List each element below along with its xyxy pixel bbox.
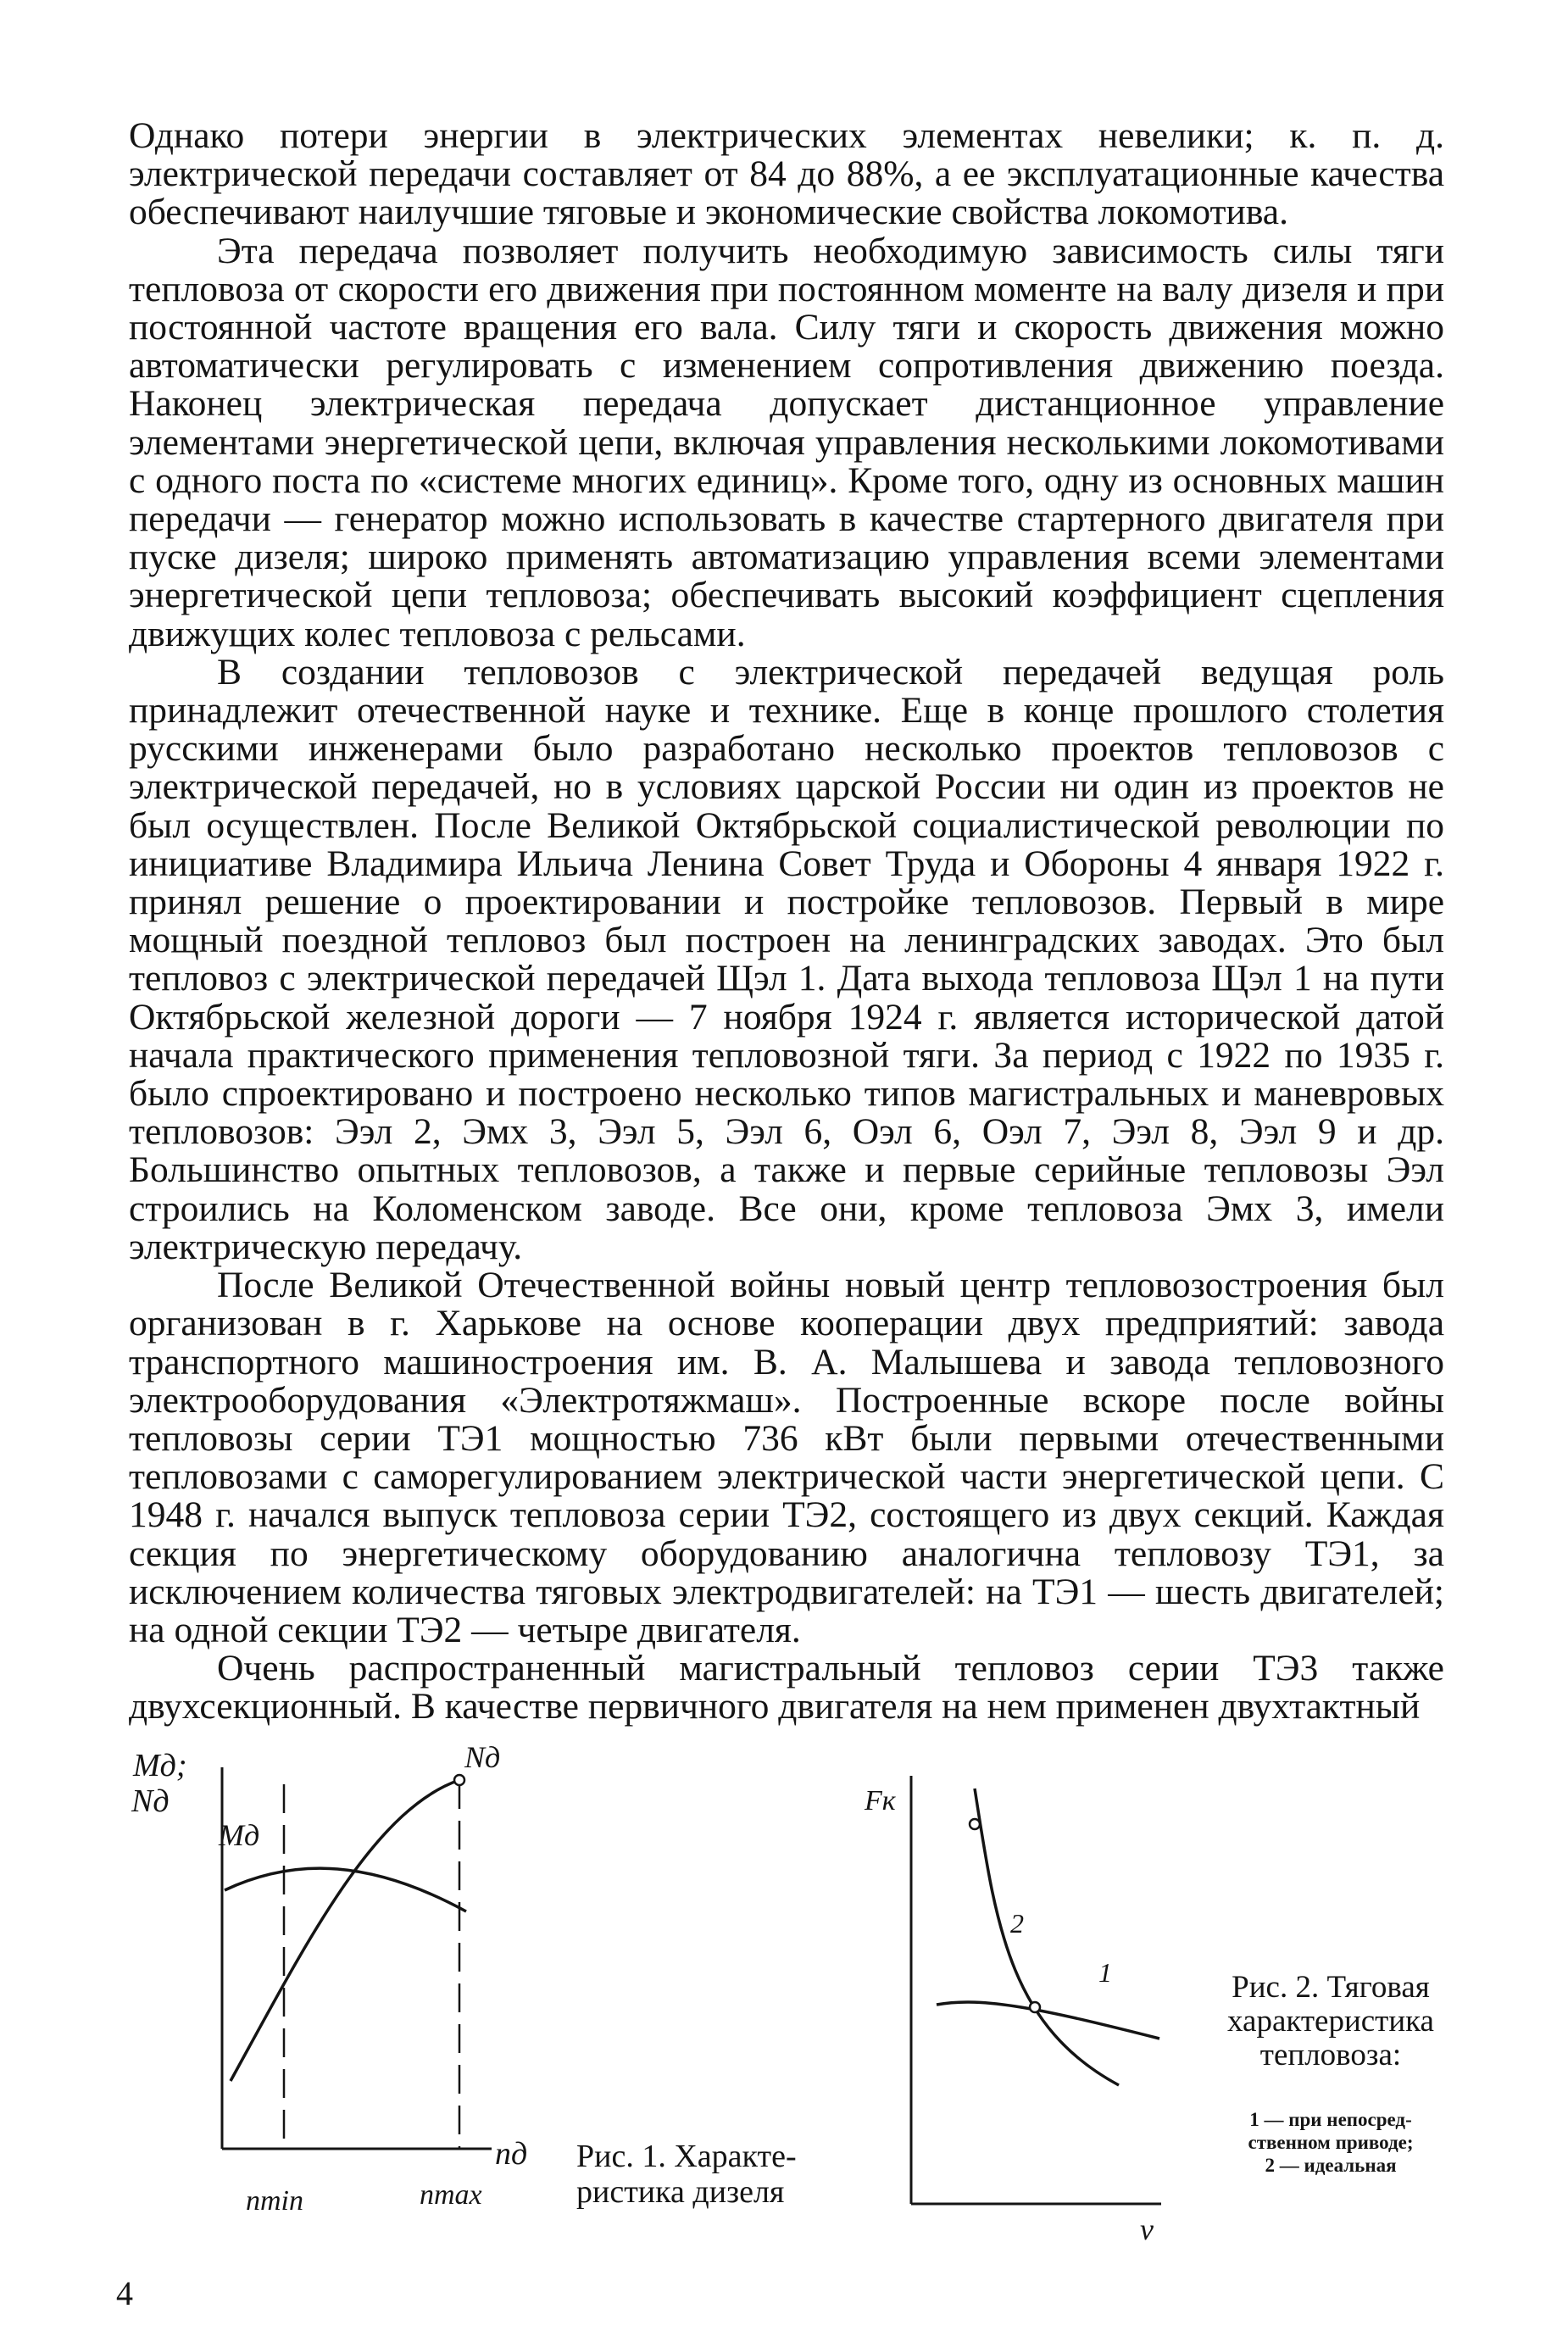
curve-label-2: 2 xyxy=(1010,1908,1024,1939)
caption-line: ристика дизеля xyxy=(576,2174,785,2210)
paragraph: Очень распространенный магистральный тепловоз серии ТЭ3 также двухсекционный. В качестве первичного двигателя на нем применен двухтактный xyxy=(129,1648,1444,1727)
intersection-point xyxy=(1030,2002,1040,2012)
legend-line: ственном приводе; xyxy=(1248,2132,1414,2153)
start-point xyxy=(970,1819,980,1829)
max-point xyxy=(454,1775,464,1785)
caption-line: Рис. 1. Характе- xyxy=(576,2139,797,2174)
caption-line: Рис. 2. Тяговая xyxy=(1232,1970,1430,2005)
figure-2-caption xyxy=(1208,1971,1454,2072)
body-text xyxy=(129,117,1444,1727)
y-axis-label: Fк xyxy=(865,1785,896,1816)
ideal-curve-2 xyxy=(975,1789,1119,2085)
direct-drive-curve-1 xyxy=(937,2002,1159,2039)
caption-line: характеристика xyxy=(1227,2004,1434,2039)
power-curve-nd xyxy=(231,1780,459,2081)
curve-label-1: 1 xyxy=(1098,1957,1112,1988)
figure-1-diesel-characteristic xyxy=(119,1733,559,2225)
paragraph: Эта передача позволяет получить необходимую зависимость силы тяги тепловоза от скорости его движения при постоянном моменте на валу дизеля и при постоянной частоте вращения его вала. Силу тяги и скорость движения можно автоматически регулировать с изменением сопротивления движению поезда. Наконец электрическая передача допускает дистанционное управление элементами энергетической цепи, включая управления несколькими локомотивами с одного поста по «системе многих единиц». Кроме того, одну из основных машин передачи — генератор можно использовать в качестве стартерного двигателя при пуске дизеля; широко применять автоматизацию управления всеми элементами энергетической цепи тепловоза; обеспечивать высокий коэффициент сцепления движущих колес тепловоза с рельсами. xyxy=(129,230,1444,654)
torque-curve-md xyxy=(225,1868,466,1911)
curve-label-nd: Nд xyxy=(464,1740,501,1774)
caption-line: тепловоза: xyxy=(1259,2038,1402,2072)
x-axis-label: nд xyxy=(495,2136,528,2172)
page-number: 4 xyxy=(116,2274,133,2312)
y-axis-label: Mд; xyxy=(133,1748,187,1783)
curve-label-md: Mд xyxy=(219,1818,260,1852)
tick-nmax: nmax xyxy=(420,2179,482,2211)
legend-line: 1 — при непосред- xyxy=(1249,2109,1412,2130)
x-axis-label: v xyxy=(1140,2212,1154,2246)
figure-2-legend xyxy=(1208,2108,1454,2177)
figure-2-traction-characteristic xyxy=(848,1755,1187,2246)
paragraph: Однако потери энергии в электрических элементах невелики; к. п. д. электрической передачи составляет от 84 до 88%, а ее эксплуатационные качества обеспечивают наилучшие тяговые и экономические свойства локомотива. xyxy=(129,115,1444,233)
paragraph: В создании тепловозов с электрической передачей ведущая роль принадлежит отечественной науке и технике. Еще в конце прошлого столетия русскими инженерами было разработано несколько проектов тепловозов с электрической передачей, но в условиях царской России ни один из проектов не был осуществлен. После Великой Октябрьской социалистической революции по инициативе Владимира Ильича Ленина Совет Труда и Обороны 4 января 1922 г. принял решение о проектировании и постройке тепловозов. Первый в мире мощный поездной тепловоз был построен на ленинградских заводах. Это был тепловоз с электрической передачей Щэл 1. Дата выхода тепловоза Щэл 1 на пути Октябрьской железной дороги — 7 ноября 1924 г. является исторической датой начала практического применения тепловозной тяги. За период с 1922 по 1935 г. было спроектировано и построено несколько типов магистральных и маневровых тепловозов: Ээл 2, Эмх 3, Ээл 5, Ээл 6, Оэл 6, Оэл 7, Ээл 8, Ээл 9 и др. Большинство опытных тепловозов, а также и первые серийные тепловозы Ээл строились на Коломенском заводе. Все они, кроме тепловоза Эмх 3, имели электрическую передачу. xyxy=(129,651,1444,1267)
paragraph: После Великой Отечественной войны новый центр тепловозостроения был организован в г. Харькове на основе кооперации двух предприятий: завода транспортного машиностроения им. В. А. Малышева и завода тепловозного электрооборудования «Электротяжмаш». Построенные вскоре после войны тепловозы серии ТЭ1 мощностью 736 кВт были первыми отечественными тепловозами с саморегулированием электрической части энергетической цепи. С 1948 г. начался выпуск тепловоза серии ТЭ2, состоящего из двух секций. Каждая секция по энергетическому оборудованию аналогична тепловозу ТЭ1, за исключением количества тяговых электродвигателей: на ТЭ1 — шесть двигателей; на одной секции ТЭ2 — четыре двигателя. xyxy=(129,1265,1444,1650)
tick-nmin: nmin xyxy=(246,2185,303,2217)
legend-line: 2 — идеальная xyxy=(1265,2155,1397,2176)
y-axis-label: Nд xyxy=(131,1783,170,1819)
figure-1-caption xyxy=(576,2139,831,2210)
